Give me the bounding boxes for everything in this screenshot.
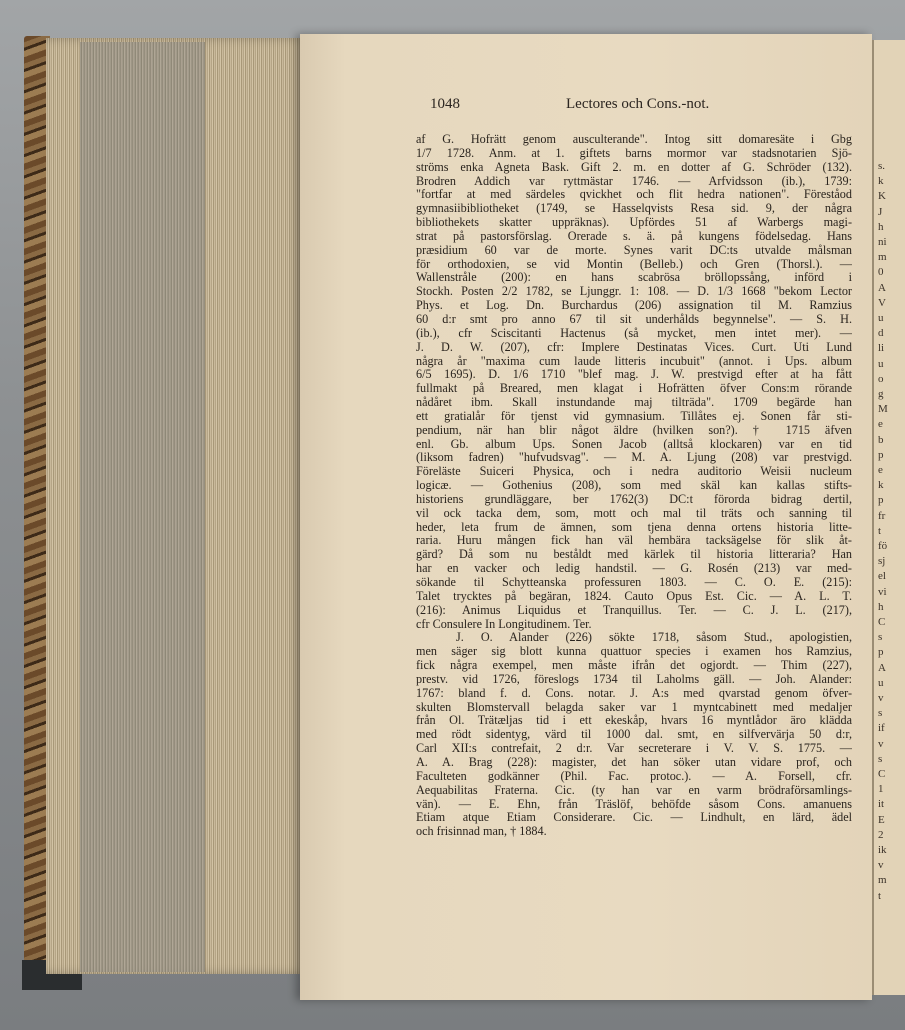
next-page-fragment: v [878, 692, 884, 704]
text-line: fick några exempel, men måste ifrån det ogjordt. — Thim (227), [416, 659, 852, 673]
text-line: skulten Blomstervall belagda saker var 1 myntcabinett med medaljer [416, 700, 852, 714]
text-line: cfr Consulere In Longitudinem. Ter. [416, 617, 592, 631]
next-page-fragment: ni [878, 236, 887, 248]
next-page-fragment: u [878, 676, 884, 689]
next-page-fragment: k [878, 175, 884, 188]
text-line: raria. Huru mången fick han väl hembära tacksägelse för slik åt- [416, 534, 852, 548]
text-line: logicæ. — Gothenius (208), som med skäl kan kallas stifts- [416, 479, 852, 493]
next-page-fragment: if [878, 722, 885, 735]
text-line: pendium, när han blir något äldre (hvilken son?). † 1715 äfven [416, 423, 852, 437]
text-line: Stockh. Posten 2/2 1782, se Ljunggr. 1: 108. — D. 1/3 1668 "bekom Lector [416, 285, 852, 299]
text-line: vil ock tacka dem, som, mott och mal til träts och sanning til [416, 506, 852, 520]
text-line: "fortfar at med särdeles qvickhet och flit hedra nationen". Föreståod [416, 188, 852, 202]
next-page-fragment: el [878, 570, 886, 583]
text-line: Faculteten godkänner (Phil. Fac. protoc.). — A. Forsell, cfr. [416, 769, 852, 783]
text-line: heder, leta frum de ämnen, som tjena denna ortens historia litte- [416, 520, 852, 534]
text-line: (216): Animus Liquidus et Tranquillus. Ter. — C. J. L. (217), [416, 603, 852, 617]
next-page-fragment: s [878, 752, 883, 765]
text-line: prestv. vid 1726, föreslogs 1734 til Laholms gäll. — Joh. Alander: [416, 672, 852, 686]
text-line: nådåret ibm. Skall instundande maj tilträda". 1709 begärde han [416, 396, 852, 410]
text-line: strat på pastorsförslag. Orerade s. ä. på kungens födelsedag. Hans [416, 229, 852, 243]
next-page-fragment: V [878, 296, 886, 309]
text-line: med rödt sidentyg, värd til 1000 dal. smt, en silfvervärja 50 d:r, [416, 728, 852, 742]
text-line: sökande til Schytteanska professuren 1803. — C. O. E. (215): [416, 576, 852, 589]
text-line: enl. Gb. album Ups. Sonen Jacob (alltså klockaren) var en tid [416, 437, 852, 451]
text-line: præsidium 60 var de morte. Synes varit DC:ts utvalde målsman [416, 243, 852, 257]
next-page-fragment: A [878, 661, 886, 674]
text-line: Föreläste Suiceri Physica, och i nedra auditorio Weisii nucleum [416, 465, 852, 479]
text-line: gymnasiibibliotheket (1749, se Hasselqvists Resa sid. 9, der några [416, 202, 852, 216]
text-line: Brodren Addich var ryttmästar 1746. — Arfvidsson (ib.), 1739: [416, 174, 852, 188]
text-line: Carl XII:s contrefait, 2 d:r. Var secreterare i V. V. S. 1775. — [416, 742, 852, 756]
text-line: Talet trycktes på begäran, 1824. Cauto Opus Est. Cic. — A. L. T. [416, 589, 852, 603]
next-page-fragment: C [878, 768, 886, 780]
text-line: Phys. et Log. Dn. Burchardus (206) assignation til M. Ramzius [416, 299, 852, 313]
page-number: 1048 [430, 96, 460, 112]
next-page-fragment: s [878, 707, 883, 720]
next-page-fragment: e [878, 418, 883, 431]
next-page-fragment: fö [878, 540, 888, 552]
next-page-fragment: d [878, 327, 884, 340]
next-page-fragment: sj [878, 555, 886, 568]
next-page-fragment: fr [878, 509, 886, 522]
next-page-fragment: K [878, 190, 886, 203]
running-title: Lectores och Cons.-not. [566, 96, 710, 112]
text-line: och frisinnad man, † 1884. [416, 825, 547, 839]
next-page-fragment: v [878, 737, 884, 750]
next-page-fragment: E [878, 813, 885, 826]
text-line: A. A. Brag (228): magister, det han söker utan vidare prof, och [416, 755, 852, 769]
text-line: (ib.), cfr Sciscitanti Hactenus (så mycket, men intet mer). — [416, 326, 852, 340]
text-line: fullmakt på Breared, men klagat i Hofrätten öfver Cons:m rörande [416, 382, 852, 396]
next-page-fragment: t [878, 889, 882, 902]
next-page-fragment: h [878, 220, 884, 233]
next-page-fragment: k [878, 479, 884, 492]
next-page-fragment: m [878, 251, 887, 264]
text-line: har en vacker och ledig handstil. — G. Rosén (213) var med- [416, 562, 852, 576]
text-line: Aequabilitas Fraterna. Cic. (ty han var en varm brödraförsamlings- [416, 783, 852, 797]
next-page-fragment: 2 [878, 828, 884, 841]
text-line: J. O. Alander (226) sökte 1718, såsom Stud., apologistien, [456, 631, 852, 645]
next-page-fragment: p [878, 494, 884, 507]
text-line: ströms enka Agneta Bask. Gift 2. m. en dotter af G. Schröder (132). [416, 160, 852, 174]
next-page-fragment: g [878, 388, 884, 400]
text-line: Etiam atque Etiam Considerare. Cic. — Lindhult, en lärd, ädel [416, 811, 852, 825]
text-line: från Ol. Trätæljas tid i ett ekeskåp, hvars 16 myntlådor äro klädda [416, 714, 852, 728]
text-line: 1767: bland f. d. Cons. notar. J. A:s med qvarstad genom öfver- [416, 686, 852, 700]
text-line: ett gratialår för tjenst vid gymnasium. Tillåtes ej. Sonen får sti- [416, 409, 852, 423]
text-line: bibliothekets skatter uppräknas). Upfördes 51 af Warbergs magi- [416, 216, 852, 230]
next-page-fragment: C [878, 616, 886, 628]
next-page-fragment: v [878, 859, 884, 872]
page-body-text [416, 133, 852, 839]
text-line: gärd? Då som nu beståldt med kärlek til historia litteraria? Han [416, 548, 852, 562]
next-page-fragment: h [878, 600, 884, 613]
text-line: af G. Hofrätt genom ausculterande". Intog sitt domaresäte i Gbg [416, 133, 852, 146]
text-line: men säger sig blott kunna quattuor species i examen hos Ramzius, [416, 645, 852, 659]
next-page-fragment: u [878, 357, 884, 370]
next-page-fragment: 0 [878, 266, 884, 279]
next-page-fragment: vi [878, 585, 887, 598]
next-page-fragment: li [878, 342, 885, 355]
text-line: några år "maxima cum laude litteris incubuit" (annot. i Ups. album [416, 354, 852, 368]
next-page-fragment: it [878, 798, 885, 811]
text-line: Wallenstråle (200): en hans scabrösa bröllopssång, införd i [416, 271, 852, 285]
next-page-fragment: t [878, 524, 882, 537]
next-page-fragment: s. [878, 160, 886, 172]
next-page-fragment: A [878, 281, 886, 294]
text-line: (liksom fadren) "hufvudsvag". — M. A. Ljung (208) var prestvigd. [416, 451, 852, 465]
next-page-fragment: s [878, 631, 883, 644]
page-block-shadow [80, 42, 205, 972]
next-page-fragment: p [878, 448, 884, 461]
next-page-fragment: u [878, 312, 884, 324]
next-page-fragment: 1 [878, 783, 884, 796]
text-line: historiens grundläggare, ber 1762(3) DC:t förorda bidrag dertil, [416, 492, 852, 506]
next-page-fragment: m [878, 874, 887, 887]
text-line: 60 d:r smt pro anno 67 til sit underhålds begynnelse". — S. H. [416, 312, 852, 326]
text-line: 6/5 1695). D. 1/6 1710 "blef mag. J. W. prestvigd efter at ha fått [416, 368, 852, 382]
text-line: J. D. W. (207), cfr: Implere Destinatas Vices. Curt. Uti Lund [416, 340, 852, 354]
next-page-fragment: p [878, 646, 884, 659]
next-page-fragment: b [878, 433, 884, 446]
text-line: för orthodoxien, se vid Montin (Belleb.) och Gren (Thorsl.). — [416, 257, 852, 271]
text-line: 1/7 1728. Anm. at 1. giftets barns mormor var stadsnotarien Sjö- [416, 146, 852, 160]
next-page-fragment: J [878, 205, 883, 218]
next-page-fragment: ik [878, 844, 887, 856]
next-page-fragment: M [878, 403, 888, 416]
text-line: vän). — E. Ehn, från Träslöf, behöfde såsom Cons. amanuens [416, 797, 852, 811]
next-page-fragment: e [878, 464, 883, 476]
next-page-fragment: o [878, 372, 884, 385]
next-page-edge [872, 40, 905, 995]
